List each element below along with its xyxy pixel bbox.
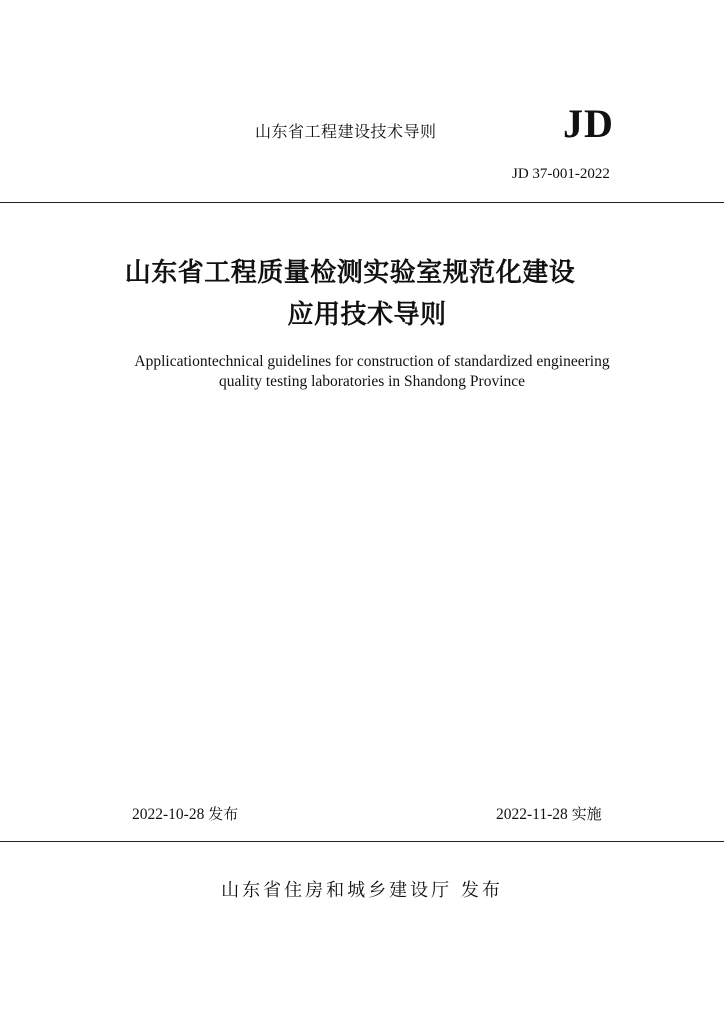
bottom-divider bbox=[0, 841, 724, 842]
document-title-cn-line2: 应用技术导则 bbox=[287, 300, 447, 330]
standard-code: JD 37-001-2022 bbox=[512, 166, 610, 182]
standard-logo: JD bbox=[563, 101, 614, 146]
implementation-date-value: 2022-11-28 bbox=[496, 806, 568, 823]
issue-date-label: 发布 bbox=[208, 805, 239, 823]
document-title-en-line2: quality testing laboratories in Shandong Province bbox=[218, 373, 526, 390]
standard-series-title: 山东省工程建设技术导则 bbox=[255, 122, 437, 141]
top-divider bbox=[0, 202, 724, 203]
document-title-cn-line1: 山东省工程质量检测实验室规范化建设 bbox=[124, 258, 576, 288]
publisher: 山东省住房和城乡建设厅 发布 bbox=[221, 880, 503, 901]
implementation-date bbox=[496, 803, 602, 824]
issue-date-value: 2022-10-28 bbox=[132, 806, 205, 823]
implementation-date-label: 实施 bbox=[571, 805, 602, 823]
issue-date bbox=[132, 803, 238, 824]
document-title-en-line1: Applicationtechnical guidelines for construction of standardized engineering bbox=[134, 353, 610, 370]
